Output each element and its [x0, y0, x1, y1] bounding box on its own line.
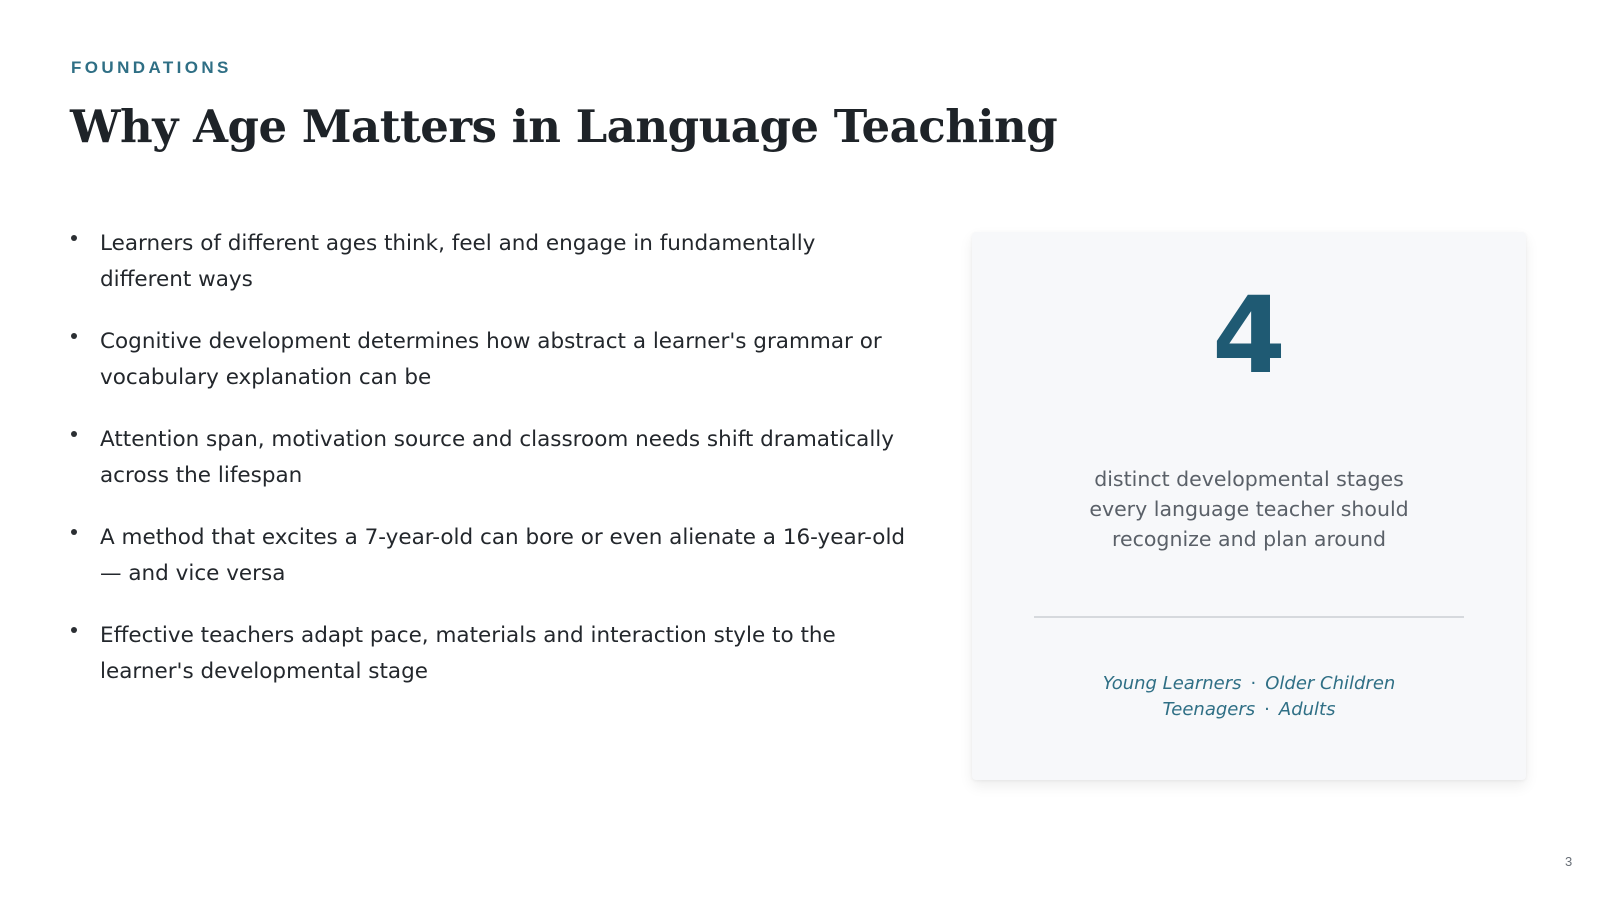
page-number: 3 — [1565, 854, 1573, 869]
bullet-text: A method that excites a 7-year-old can bore or even alienate a 16-year-old — and vice versa — [100, 525, 906, 586]
separator-dot-icon: · — [1264, 699, 1270, 720]
stage-label: Teenagers — [1162, 699, 1256, 720]
separator-dot-icon: · — [1250, 673, 1257, 694]
stage-row — [1012, 697, 1486, 723]
bullet-dot-icon — [71, 627, 77, 633]
stage-row — [1012, 671, 1486, 697]
stage-label: Adults — [1278, 699, 1336, 720]
bullet-text: Cognitive development determines how abstract a learner's grammar or vocabulary explanation can be — [100, 329, 882, 390]
section-eyebrow: FOUNDATIONS — [71, 58, 232, 77]
bullet-dot-icon — [71, 235, 77, 241]
bullet-dot-icon — [71, 529, 77, 535]
bullet-item — [70, 618, 910, 690]
bullet-text: Effective teachers adapt pace, materials and interaction style to the learner's developmental stage — [100, 623, 836, 684]
stage-label: Young Learners — [1102, 673, 1242, 694]
stat-number: 4 — [1212, 274, 1286, 397]
stat-divider — [1034, 616, 1464, 618]
stat-card — [972, 232, 1526, 780]
bullet-text: Attention span, motivation source and classroom needs shift dramatically across the lifespan — [100, 427, 895, 488]
stage-list — [1012, 671, 1486, 723]
bullet-item — [70, 422, 910, 494]
bullet-item — [70, 324, 910, 396]
bullet-item — [70, 520, 910, 592]
slide-title: Why Age Matters in Language Teaching — [70, 100, 1058, 153]
bullet-text: Learners of different ages think, feel and engage in fundamentally different ways — [100, 231, 816, 292]
bullet-dot-icon — [71, 333, 77, 339]
bullet-dot-icon — [71, 431, 77, 437]
stat-description: distinct developmental stages every language teacher should recognize and plan around — [1089, 467, 1409, 551]
bullet-list — [70, 226, 910, 716]
stage-label: Older Children — [1265, 673, 1396, 694]
bullet-item — [70, 226, 910, 298]
